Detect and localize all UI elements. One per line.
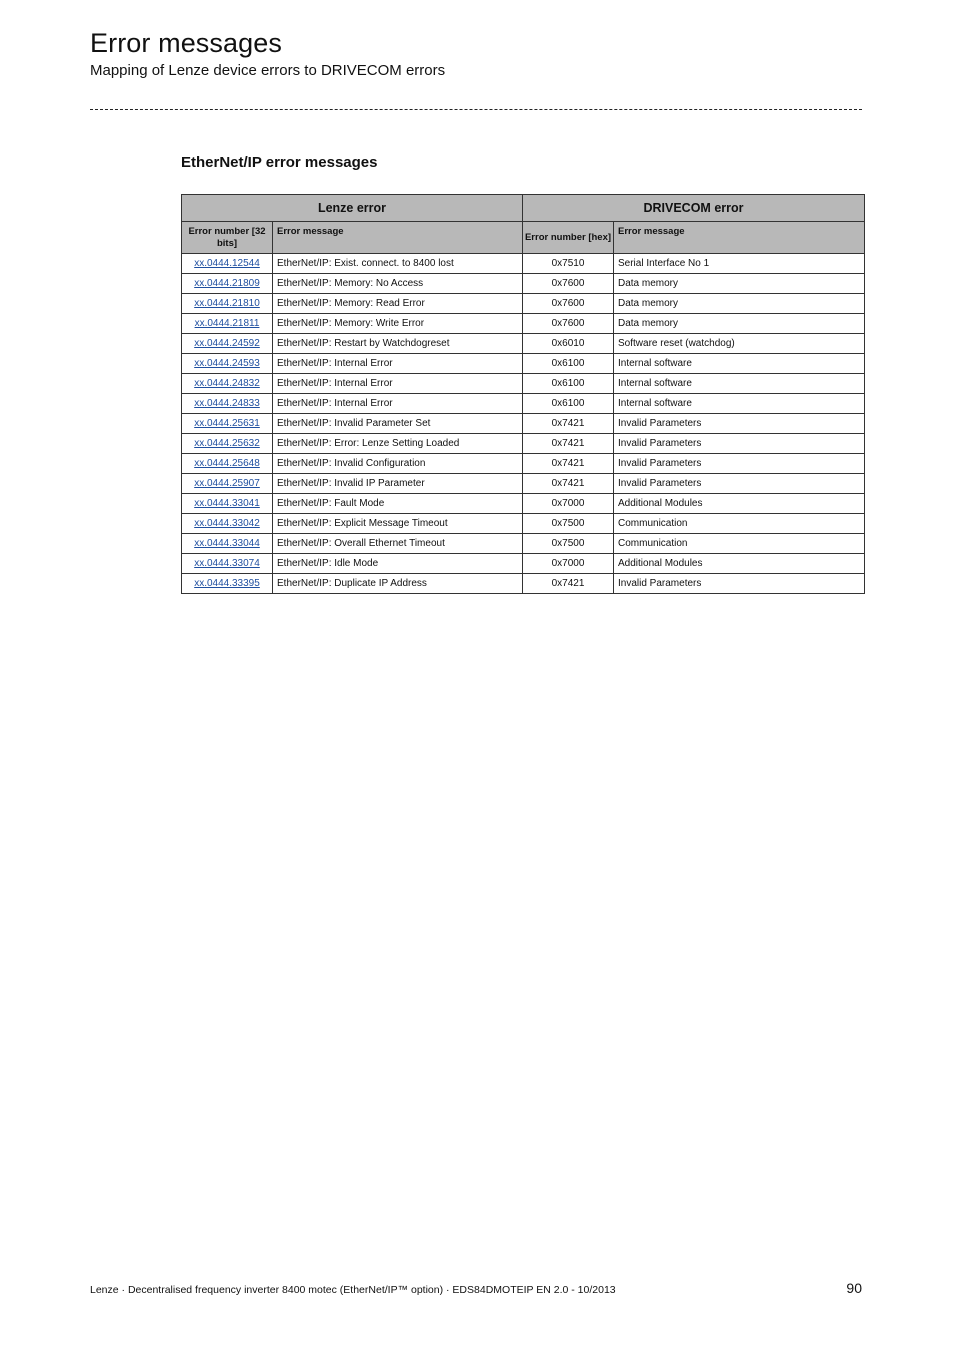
- error-number-cell: [182, 494, 273, 514]
- error-message-cell: EtherNet/IP: Internal Error: [273, 354, 523, 374]
- page-number: 90: [846, 1280, 862, 1296]
- error-number-cell: [182, 574, 273, 594]
- drivecom-number-cell: 0x7421: [523, 574, 614, 594]
- drivecom-message-cell: Invalid Parameters: [614, 414, 865, 434]
- drivecom-message-cell: Internal software: [614, 394, 865, 414]
- drivecom-message-header: Error message: [614, 222, 865, 254]
- error-number-link[interactable]: xx.0444.21811: [194, 318, 260, 329]
- error-message-cell: EtherNet/IP: Overall Ethernet Timeout: [273, 534, 523, 554]
- drivecom-message-cell: Invalid Parameters: [614, 574, 865, 594]
- drivecom-message-cell: Communication: [614, 534, 865, 554]
- error-message-cell: EtherNet/IP: Memory: No Access: [273, 274, 523, 294]
- drivecom-number-cell: 0x7421: [523, 454, 614, 474]
- drivecom-number-cell: 0x7500: [523, 514, 614, 534]
- drivecom-message-cell: Invalid Parameters: [614, 454, 865, 474]
- error-message-cell: EtherNet/IP: Fault Mode: [273, 494, 523, 514]
- error-number-link[interactable]: xx.0444.24593: [194, 358, 260, 369]
- error-number-cell: [182, 354, 273, 374]
- error-number-link[interactable]: xx.0444.24832: [194, 378, 260, 389]
- error-number-cell: [182, 334, 273, 354]
- error-number-link[interactable]: xx.0444.24592: [194, 338, 260, 349]
- error-number-link[interactable]: xx.0444.33044: [194, 538, 260, 549]
- table-row: [182, 514, 865, 534]
- error-number-link[interactable]: xx.0444.25907: [194, 478, 260, 489]
- drivecom-message-cell: Internal software: [614, 354, 865, 374]
- error-message-cell: EtherNet/IP: Memory: Write Error: [273, 314, 523, 334]
- table-row: [182, 494, 865, 514]
- error-number-cell: [182, 534, 273, 554]
- error-number-link[interactable]: xx.0444.21810: [194, 298, 260, 309]
- error-message-cell: EtherNet/IP: Memory: Read Error: [273, 294, 523, 314]
- table-row: [182, 374, 865, 394]
- drivecom-number-cell: 0x7421: [523, 474, 614, 494]
- error-message-cell: EtherNet/IP: Invalid Parameter Set: [273, 414, 523, 434]
- table-row: [182, 454, 865, 474]
- error-number-cell: [182, 294, 273, 314]
- header-divider: [90, 109, 862, 110]
- drivecom-message-cell: Communication: [614, 514, 865, 534]
- error-number-cell: [182, 514, 273, 534]
- drivecom-number-cell: 0x6100: [523, 394, 614, 414]
- drivecom-message-cell: Data memory: [614, 274, 865, 294]
- drivecom-message-cell: Invalid Parameters: [614, 434, 865, 454]
- table-row: [182, 354, 865, 374]
- page-title: Error messages: [90, 28, 282, 58]
- table-row: [182, 394, 865, 414]
- error-message-cell: EtherNet/IP: Error: Lenze Setting Loaded: [273, 434, 523, 454]
- table-row: [182, 574, 865, 594]
- error-number-cell: [182, 374, 273, 394]
- drivecom-number-header: Error number [hex]: [523, 222, 614, 254]
- error-number-link[interactable]: xx.0444.24833: [194, 398, 260, 409]
- error-number-cell: [182, 434, 273, 454]
- error-message-cell: EtherNet/IP: Duplicate IP Address: [273, 574, 523, 594]
- error-number-cell: [182, 474, 273, 494]
- drivecom-number-cell: 0x7421: [523, 434, 614, 454]
- error-number-cell: [182, 254, 273, 274]
- error-number-link[interactable]: xx.0444.33041: [194, 498, 260, 509]
- error-number-cell: [182, 394, 273, 414]
- error-message-cell: EtherNet/IP: Invalid IP Parameter: [273, 474, 523, 494]
- error-message-cell: EtherNet/IP: Invalid Configuration: [273, 454, 523, 474]
- table-row: [182, 294, 865, 314]
- error-message-cell: EtherNet/IP: Restart by Watchdogreset: [273, 334, 523, 354]
- drivecom-message-cell: Additional Modules: [614, 494, 865, 514]
- drivecom-number-cell: 0x7510: [523, 254, 614, 274]
- error-number-cell: [182, 274, 273, 294]
- error-number-link[interactable]: xx.0444.33042: [194, 518, 260, 529]
- error-message-cell: EtherNet/IP: Internal Error: [273, 374, 523, 394]
- error-number-link[interactable]: xx.0444.25648: [194, 458, 260, 469]
- error-number-link[interactable]: xx.0444.12544: [194, 258, 260, 269]
- drivecom-error-header: DRIVECOM error: [523, 195, 865, 222]
- table-row: [182, 534, 865, 554]
- table-row: [182, 474, 865, 494]
- error-message-cell: EtherNet/IP: Explicit Message Timeout: [273, 514, 523, 534]
- drivecom-number-cell: 0x7600: [523, 314, 614, 334]
- error-number-link[interactable]: xx.0444.33074: [194, 558, 260, 569]
- section-heading: EtherNet/IP error messages: [181, 154, 378, 171]
- table-row: [182, 554, 865, 574]
- error-message-cell: EtherNet/IP: Exist. connect. to 8400 lost: [273, 254, 523, 274]
- error-message-cell: EtherNet/IP: Idle Mode: [273, 554, 523, 574]
- drivecom-message-cell: Software reset (watchdog): [614, 334, 865, 354]
- error-table-body: [182, 254, 865, 594]
- drivecom-message-cell: Additional Modules: [614, 554, 865, 574]
- drivecom-message-cell: Data memory: [614, 314, 865, 334]
- drivecom-message-cell: Data memory: [614, 294, 865, 314]
- lenze-error-header: Lenze error: [182, 195, 523, 222]
- error-table: [181, 194, 865, 594]
- drivecom-number-cell: 0x6100: [523, 354, 614, 374]
- error-number-link[interactable]: xx.0444.21809: [194, 278, 260, 289]
- error-number-link[interactable]: xx.0444.33395: [194, 578, 260, 589]
- table-row: [182, 314, 865, 334]
- drivecom-number-cell: 0x7500: [523, 534, 614, 554]
- error-number-cell: [182, 414, 273, 434]
- table-row: [182, 334, 865, 354]
- footer-text: Lenze · Decentralised frequency inverter 8400 motec (EtherNet/IP™ option) · EDS84DMOTEIP EN 2.0 - 10/2013: [90, 1284, 616, 1296]
- error-number-cell: [182, 454, 273, 474]
- error-number-cell: [182, 554, 273, 574]
- table-row: [182, 434, 865, 454]
- error-number-link[interactable]: xx.0444.25632: [194, 438, 260, 449]
- table-row: [182, 414, 865, 434]
- drivecom-message-cell: Internal software: [614, 374, 865, 394]
- drivecom-message-cell: Invalid Parameters: [614, 474, 865, 494]
- drivecom-number-cell: 0x7000: [523, 554, 614, 574]
- drivecom-number-cell: 0x7421: [523, 414, 614, 434]
- drivecom-number-cell: 0x7600: [523, 274, 614, 294]
- table-row: [182, 274, 865, 294]
- table-row: [182, 254, 865, 274]
- lenze-message-header: Error message: [273, 222, 523, 254]
- drivecom-number-cell: 0x6100: [523, 374, 614, 394]
- lenze-number-header: Error number [32 bits]: [182, 222, 273, 254]
- drivecom-number-cell: 0x6010: [523, 334, 614, 354]
- drivecom-number-cell: 0x7000: [523, 494, 614, 514]
- error-message-cell: EtherNet/IP: Internal Error: [273, 394, 523, 414]
- drivecom-message-cell: Serial Interface No 1: [614, 254, 865, 274]
- page-subtitle: Mapping of Lenze device errors to DRIVECOM errors: [90, 62, 446, 79]
- drivecom-number-cell: 0x7600: [523, 294, 614, 314]
- error-number-cell: [182, 314, 273, 334]
- error-number-link[interactable]: xx.0444.25631: [194, 418, 260, 429]
